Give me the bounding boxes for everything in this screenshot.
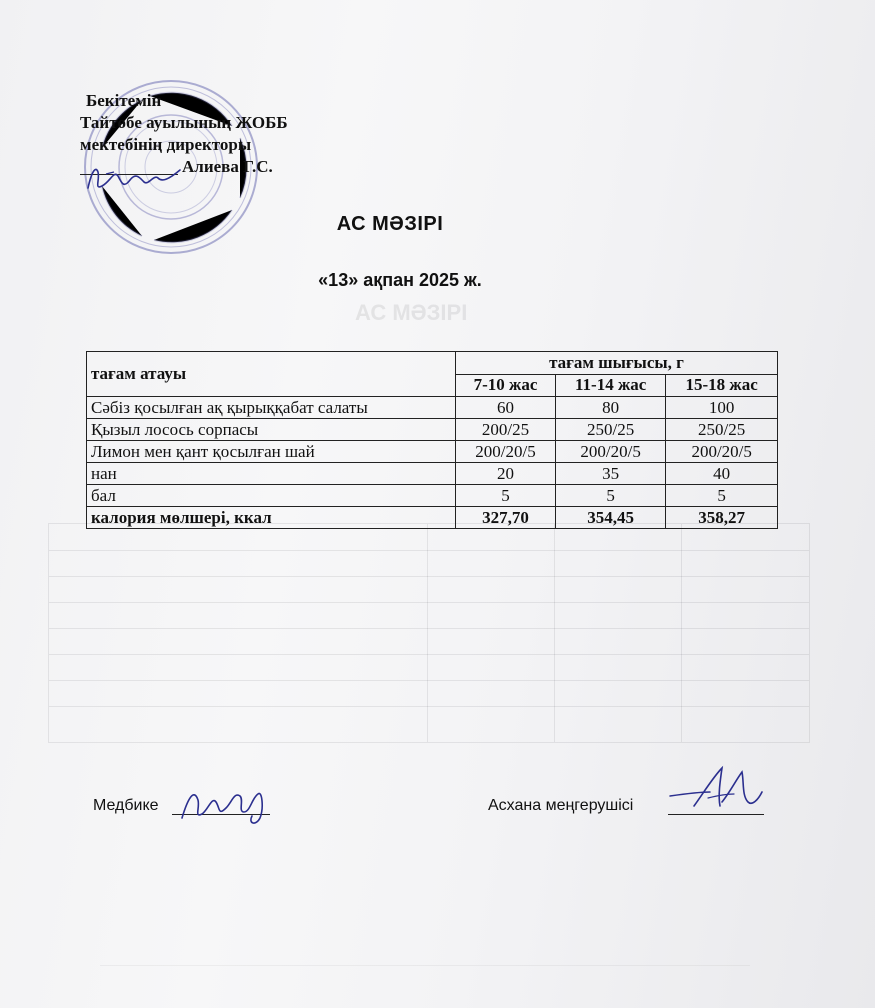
approval-heading: Бекітемін — [86, 91, 162, 110]
nurse-label: Медбике — [93, 797, 159, 814]
header-output: тағам шығысы, г — [456, 352, 778, 375]
table-row — [87, 485, 778, 507]
total-value: 327,70 — [456, 507, 556, 529]
dish-value: 200/20/5 — [456, 441, 556, 463]
dish-name: нан — [87, 463, 456, 485]
director-name: Алиева Г.С. — [182, 157, 273, 176]
dish-value: 5 — [666, 485, 778, 507]
approval-school: Тайтөбе ауылының ЖОББ — [80, 113, 288, 132]
dish-value: 5 — [555, 485, 665, 507]
table-header-row — [87, 352, 778, 375]
bleed-through-title: АС МӘЗІРІ — [355, 300, 468, 325]
menu-table — [86, 351, 778, 529]
dish-value: 200/25 — [456, 419, 556, 441]
bleed-through-table — [48, 523, 810, 743]
dish-name: Лимон мен қант қосылған шай — [87, 441, 456, 463]
dish-value: 80 — [555, 397, 665, 419]
dish-name: бал — [87, 485, 456, 507]
dish-value: 250/25 — [666, 419, 778, 441]
table-total-row — [87, 507, 778, 529]
dish-value: 60 — [456, 397, 556, 419]
dish-value: 40 — [666, 463, 778, 485]
canteen-head-signature — [664, 762, 768, 818]
dish-value: 200/20/5 — [555, 441, 665, 463]
dish-value: 20 — [456, 463, 556, 485]
dish-value: 200/20/5 — [666, 441, 778, 463]
dish-value: 35 — [555, 463, 665, 485]
dish-value: 100 — [666, 397, 778, 419]
header-age-2: 11-14 жас — [555, 374, 665, 397]
dish-name: Сәбіз қосылған ақ қырыққабат салаты — [87, 397, 456, 419]
header-dish-name: тағам атауы — [87, 352, 456, 397]
dish-value: 250/25 — [555, 419, 665, 441]
canteen-head-label: Асхана меңгерушісі — [488, 797, 634, 814]
nurse-signature — [178, 778, 270, 830]
table-row — [87, 419, 778, 441]
dish-name: Қызыл лосось сорпасы — [87, 419, 456, 441]
total-value: 358,27 — [666, 507, 778, 529]
director-signature — [84, 160, 184, 196]
dish-value: 5 — [456, 485, 556, 507]
total-label: калория мөлшері, ккал — [87, 507, 456, 529]
header-age-3: 15-18 жас — [666, 374, 778, 397]
bleed-through-signatures — [100, 905, 750, 966]
total-value: 354,45 — [555, 507, 665, 529]
header-age-1: 7-10 жас — [456, 374, 556, 397]
table-row — [87, 397, 778, 419]
document-date: «13» ақпан 2025 ж. — [318, 270, 482, 290]
approval-position: мектебінің директоры — [80, 135, 252, 154]
table-row — [87, 441, 778, 463]
document-title: АС МӘЗІРІ — [336, 213, 444, 235]
table-row — [87, 463, 778, 485]
